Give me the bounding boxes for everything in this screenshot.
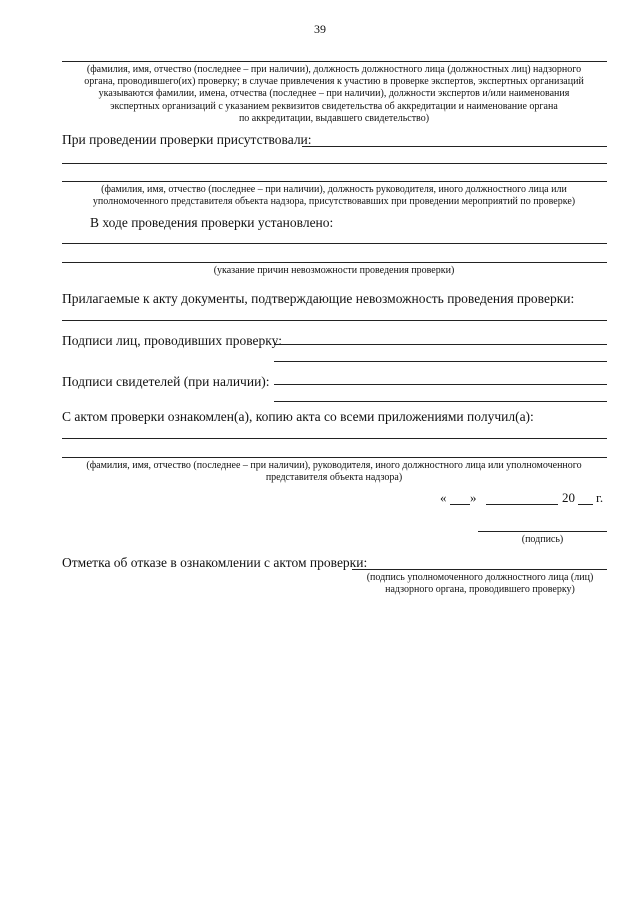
caption-signature: (подпись): [521, 534, 564, 545]
established-label: В ходе проведения проверки установлено:: [90, 215, 334, 230]
present-line-2[interactable]: [62, 163, 607, 164]
attached-documents-line[interactable]: [62, 320, 607, 321]
acquainted-line-2[interactable]: [62, 457, 607, 458]
signatures-witnesses-line-2[interactable]: [274, 401, 607, 402]
established-line-2[interactable]: [62, 262, 607, 263]
inspectors-line: [62, 61, 607, 62]
refusal-line[interactable]: [352, 569, 607, 570]
signature-line[interactable]: [478, 531, 607, 532]
acquainted-label: С актом проверки ознакомлен(а), копию акта со всеми приложениями получил(а):: [62, 409, 534, 424]
date-year-field[interactable]: [578, 504, 593, 505]
signatures-inspectors-line-2[interactable]: [274, 361, 607, 362]
caption-refusal: (подпись уполномоченного должностного лица (лиц) надзорного органа, проводившего проверку): [366, 572, 594, 596]
caption-inspectors: (фамилия, имя, отчество (последнее – при наличии), должность должностного лица (должностных лиц) надзорного органа, проводившего(их) проверку; в случае привлечения к участию в проверке экспертов, экспертных организаций указываются фамилии, имена, отчества (последнее – при наличии), должности экспертов и/или наименования экспертных организаций с указанием реквизитов свидетельства об аккредитации и наименование органа по аккредитации, выдавшего свидетельство): [84, 64, 584, 124]
acquainted-line-1[interactable]: [62, 438, 607, 439]
date-year-suffix: г.: [596, 490, 604, 505]
signatures-witnesses-line-1[interactable]: [274, 384, 607, 385]
date-year-prefix: 20: [562, 490, 575, 505]
present-label: При проведении проверки присутствовали:: [62, 132, 312, 147]
caption-present: (фамилия, имя, отчество (последнее – при наличии), должность руководителя, иного должностного лица или уполномоченного представителя объекта надзора, присутствовавших при проведении мероприятий по проверке): [92, 184, 576, 208]
date-close-quote: »: [470, 490, 477, 505]
caption-acquainted: (фамилия, имя, отчество (последнее – при наличии), руководителя, иного должностного лица или уполномоченного представителя объекта надзора): [86, 460, 582, 484]
present-line-1[interactable]: [302, 146, 607, 147]
date-day-field[interactable]: [450, 504, 470, 505]
date-month-field[interactable]: [486, 504, 558, 505]
refusal-label: Отметка об отказе в ознакомлении с актом проверки:: [62, 555, 368, 570]
signatures-inspectors-line-1[interactable]: [274, 344, 607, 345]
present-line-3[interactable]: [62, 181, 607, 182]
caption-reason: (указание причин невозможности проведения проверки): [213, 265, 455, 276]
page-number: 39: [314, 22, 326, 36]
date-open-quote: «: [440, 490, 447, 505]
attached-documents-label: Прилагаемые к акту документы, подтверждающие невозможность проведения проверки:: [62, 291, 575, 306]
signatures-inspectors-label: Подписи лиц, проводивших проверку:: [62, 333, 282, 348]
signatures-witnesses-label: Подписи свидетелей (при наличии):: [62, 374, 270, 389]
established-line-1[interactable]: [62, 243, 607, 244]
